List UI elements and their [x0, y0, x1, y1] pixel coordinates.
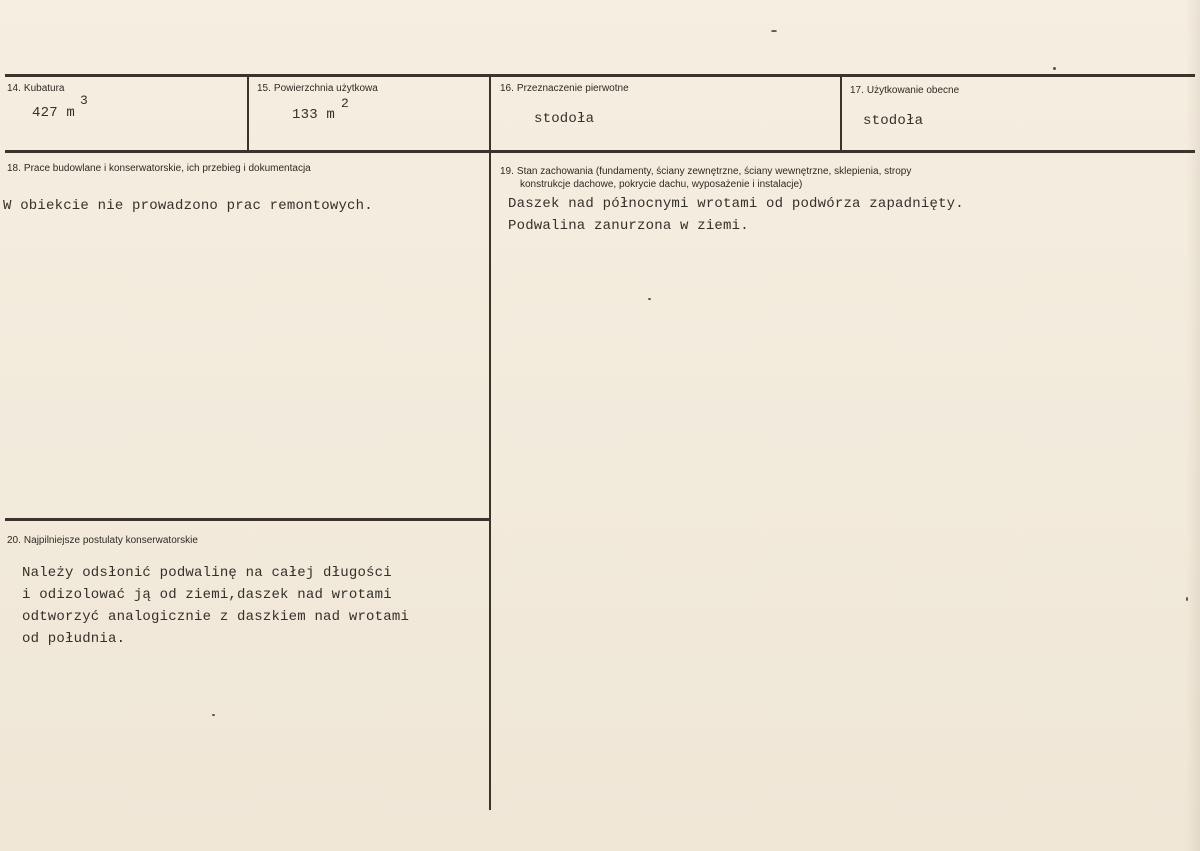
- row-divider-rule: [5, 150, 1195, 153]
- field-15-number: 15.: [257, 83, 271, 94]
- field-16-value: stodoła: [534, 111, 595, 127]
- column-divider-3: [840, 76, 842, 152]
- field-17-value: stodoła: [863, 113, 924, 129]
- field-17-label: [850, 84, 959, 97]
- field-16-number: 16.: [500, 83, 514, 94]
- field-20-title: Najpilniejsze postulaty konserwatorskie: [23, 535, 198, 546]
- field-20-number: 20.: [7, 535, 21, 546]
- field-15-label: [257, 82, 378, 95]
- left-column-divider-rule: [5, 518, 490, 521]
- field-18-number: 18.: [7, 163, 21, 174]
- column-divider-1: [247, 76, 249, 152]
- field-14-title: Kubatura: [23, 83, 65, 94]
- field-17-title: Użytkowanie obecne: [866, 85, 960, 96]
- paper-speck: [212, 714, 215, 716]
- field-19-label-cont: konstrukcje dachowe, pokrycie dachu, wyposażenie i instalacje): [520, 179, 803, 190]
- field-20-value-line-3: odtworzyć analogicznie z daszkiem nad wrotami: [22, 609, 410, 625]
- field-18-value: W obiekcie nie prowadzono prac remontowych.: [3, 198, 373, 214]
- field-16-label: [500, 82, 629, 95]
- column-divider-2: [489, 76, 491, 810]
- field-20-value-line-2: i odizolować ją od ziemi,daszek nad wrotami: [22, 587, 392, 603]
- field-16-title: Przeznaczenie pierwotne: [516, 83, 629, 94]
- field-14-exponent: 3: [80, 93, 88, 108]
- paper-speck: [771, 30, 777, 32]
- field-15-value: 133 m: [292, 107, 336, 123]
- field-15-exponent: 2: [341, 96, 349, 111]
- paper-speck: [1186, 597, 1188, 601]
- field-14-label: [7, 82, 65, 95]
- top-rule: [5, 74, 1195, 77]
- field-20-value-line-4: od południa.: [22, 631, 126, 647]
- paper-speck: [648, 298, 651, 300]
- field-19-value-line-1: Daszek nad północnymi wrotami od podwórza zapadnięty.: [508, 196, 964, 212]
- field-15-title: Powierzchnia użytkowa: [273, 83, 378, 94]
- field-18-title: Prace budowlane i konserwatorskie, ich przebieg i dokumentacja: [23, 163, 311, 174]
- field-14-value: 427 m: [32, 105, 76, 121]
- field-20-value-line-1: Należy odsłonić podwalinę na całej długości: [22, 565, 392, 581]
- field-19-title-line-1: Stan zachowania (fundamenty, ściany zewnętrzne, ściany wewnętrzne, sklepienia, stropy: [516, 166, 912, 177]
- field-19-number: 19.: [500, 166, 514, 177]
- field-20-label: [7, 534, 198, 547]
- field-19-label: [500, 165, 911, 178]
- field-14-number: 14.: [7, 83, 21, 94]
- paper-speck: [1053, 67, 1056, 70]
- field-19-value-line-2: Podwalina zanurzona w ziemi.: [508, 218, 749, 234]
- card-edge-shadow: [1186, 0, 1200, 851]
- field-17-number: 17.: [850, 85, 864, 96]
- field-18-label: [7, 162, 311, 175]
